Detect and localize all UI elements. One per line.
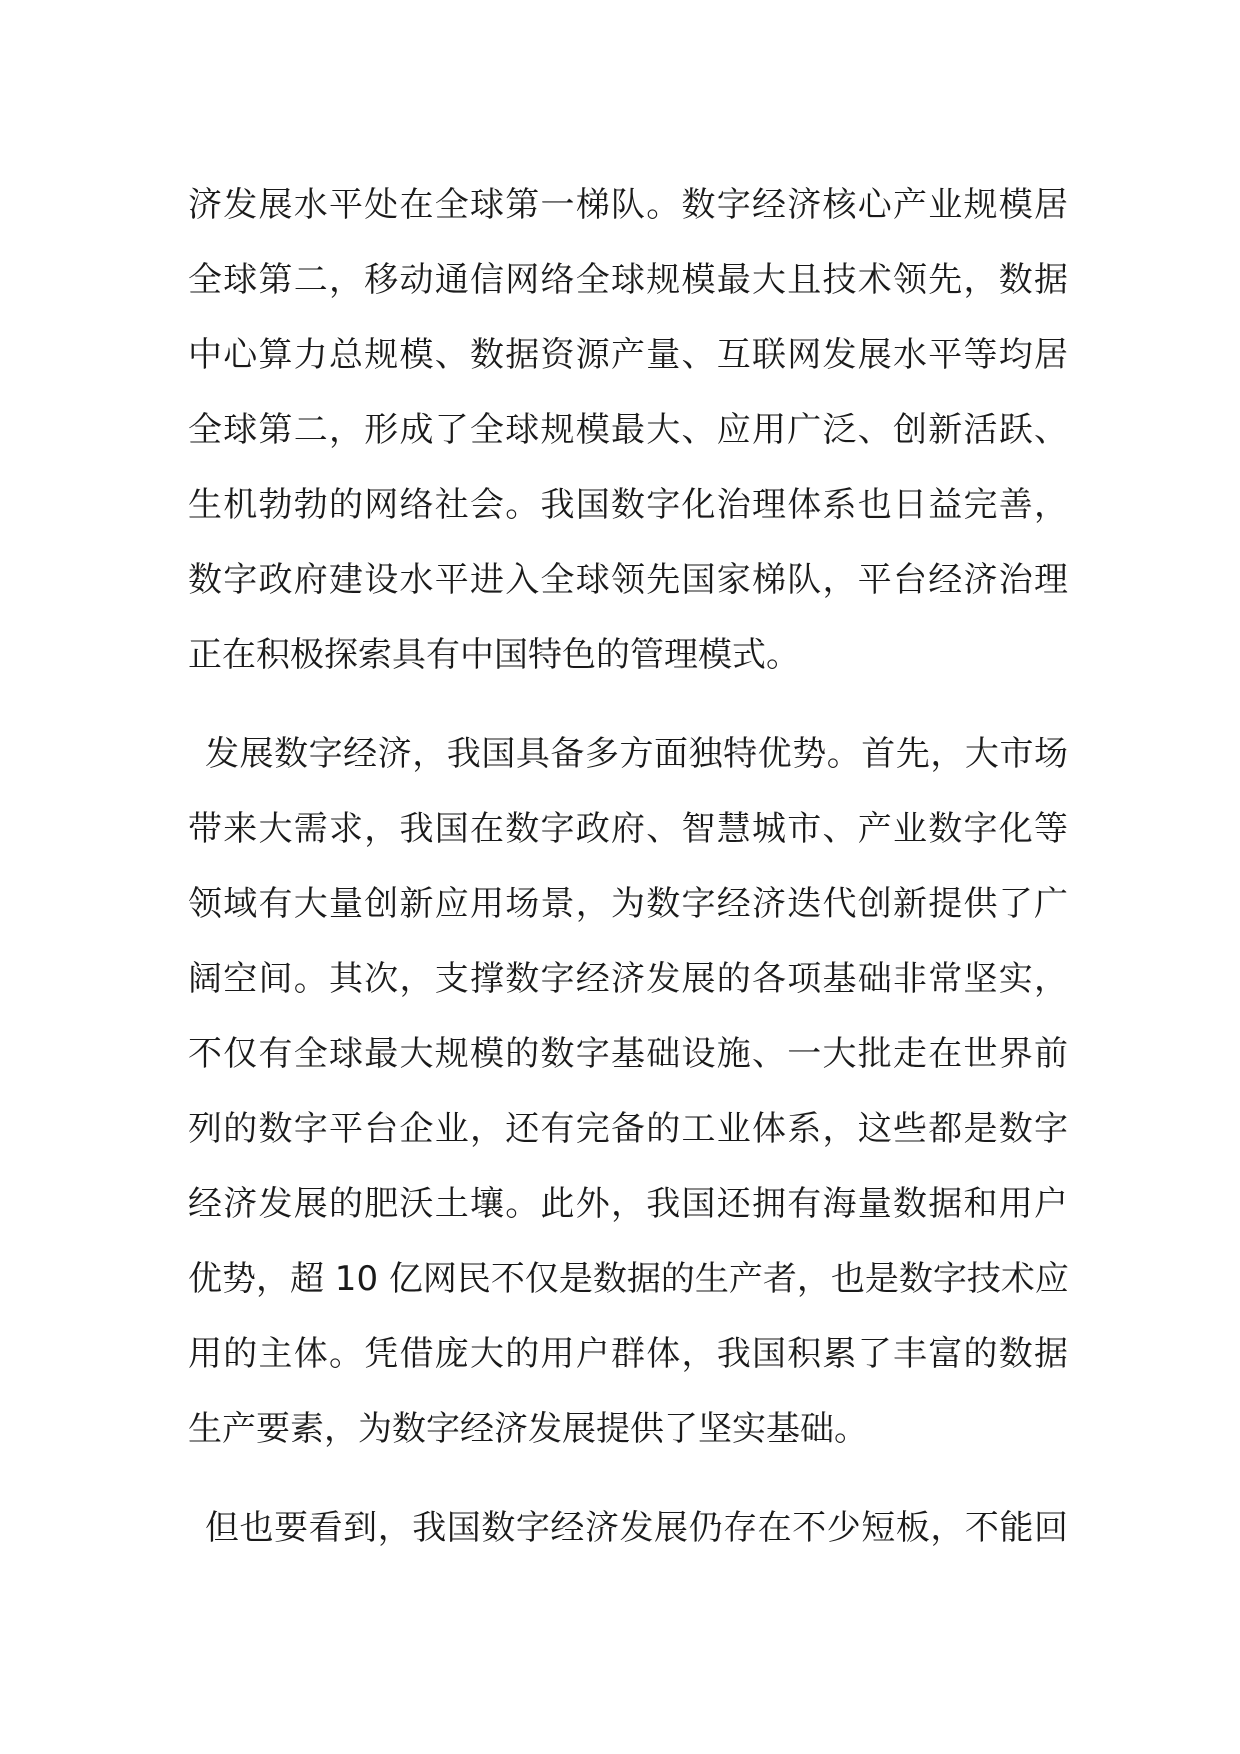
- text-line: 但也要看到，我国数字经济发展仍存在不少短板，不能回: [205, 1508, 1068, 1548]
- text-line: 正在积极探索具有中国特色的管理模式。: [188, 635, 800, 675]
- text-line: 优势，超 10 亿网民不仅是数据的生产者，也是数字技术应: [188, 1259, 1069, 1299]
- text-line: 全球第二，形成了全球规模最大、应用广泛、创新活跃、: [188, 410, 1068, 450]
- paragraph-1: [188, 168, 1068, 693]
- paragraph-2: [188, 717, 1068, 1467]
- text-line: 生产要素，为数字经济发展提供了坚实基础。: [188, 1409, 868, 1449]
- text-line: 中心算力总规模、数据资源产量、互联网发展水平等均居: [188, 335, 1068, 375]
- text-line: 发展数字经济，我国具备多方面独特优势。首先，大市场: [205, 734, 1068, 774]
- text-line: 领域有大量创新应用场景，为数字经济迭代创新提供了广: [188, 884, 1068, 924]
- text-line: 阔空间。其次，支撑数字经济发展的各项基础非常坚实，: [188, 959, 1068, 999]
- text-line: 济发展水平处在全球第一梯队。数字经济核心产业规模居: [188, 185, 1068, 225]
- text-line: 全球第二，移动通信网络全球规模最大且技术领先，数据: [188, 260, 1068, 300]
- text-line: 列的数字平台企业，还有完备的工业体系，这些都是数字: [188, 1109, 1068, 1149]
- text-line: 用的主体。凭借庞大的用户群体，我国积累了丰富的数据: [188, 1334, 1068, 1374]
- text-line: 生机勃勃的网络社会。我国数字化治理体系也日益完善，: [188, 485, 1068, 525]
- text-line: 经济发展的肥沃土壤。此外，我国还拥有海量数据和用户: [188, 1184, 1068, 1224]
- text-line: 带来大需求，我国在数字政府、智慧城市、产业数字化等: [188, 809, 1068, 849]
- paragraph-3: [188, 1491, 1068, 1566]
- text-line: 数字政府建设水平进入全球领先国家梯队，平台经济治理: [188, 560, 1068, 600]
- text-line: 不仅有全球最大规模的数字基础设施、一大批走在世界前: [188, 1034, 1068, 1074]
- body-text: [188, 168, 1068, 1590]
